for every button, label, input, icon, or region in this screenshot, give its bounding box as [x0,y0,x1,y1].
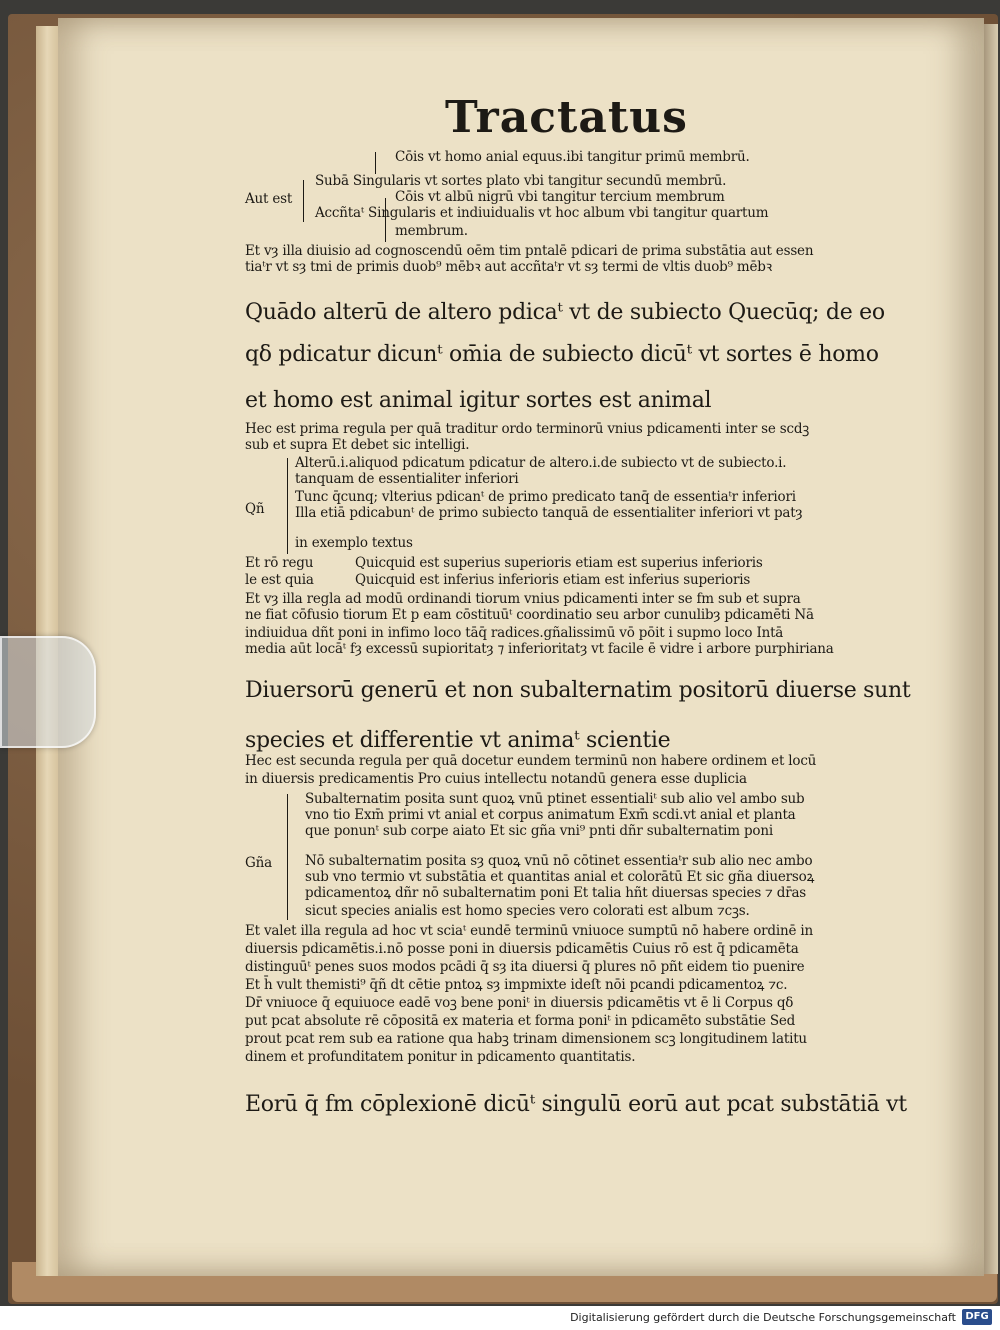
page-edge [984,24,998,1274]
text-line: Cōis vt homo anial equus.ibi tangitur primū membrū. [395,149,750,165]
main-text-line: et homo est animal igitur sortes est animal [245,388,712,413]
page-title: Tractatus [445,92,688,143]
bracket [287,458,288,554]
bracket [287,794,288,920]
text-line: Hec est prima regula per quā traditur ordo terminorū vnius pdicamenti inter se scdꝫ [245,421,810,437]
text-line: sub vno termio vt substātia et quantitas anial et colorātū Et sic gña diuersoꝝ [305,869,815,885]
text-line: tanquam de essentialiter inferiori [295,471,519,487]
text-line: Hec est secunda regula per quā docetur eundem terminū non habere ordinem et locū [245,753,817,769]
footer [0,1306,1000,1330]
text-line: indiuidua dñt poni in infimo loco tāq̄ radices.gñalissimū vō pōit i supmo loco Intā [245,625,784,641]
text-line: Et rō regu [245,555,314,571]
text-line: tiaᵗr vt sȝ tmi de primis duob⁹ mēbꝛ aut accñtaᵗr vt sȝ termi de vltis duob⁹ mēbꝛ [245,259,772,275]
text-line: diuersis pdicamētis.i.nō posse poni in diuersis pdicamētis Cuius rō est q̄ pdicamēta [245,941,799,957]
main-text-line: qδ pdicatur dicunᵗ om̄ia de subiecto dicūᵗ vt sortes ē homo [245,342,879,367]
text-line: Quicquid est inferius inferioris etiam est inferius superioris [355,572,751,588]
main-text-line: Quādo alterū de altero pdicaᵗ vt de subiecto Quecūq; de eo [245,300,885,325]
text-line: Et valet illa regula ad hoc vt sciaᵗ eundē terminū vniuoce sumptū nō habere ordinē in [245,923,813,939]
dfg-logo: DFG [962,1309,992,1325]
text-line: Tunc q̄cunq; vlterius pdicanᵗ de primo predicato tanq̄ de essentiaᵗr inferiori [295,489,796,505]
text-line: Et vȝ illa regla ad modū ordinandi tiorum vnius pdicamenti inter se fm sub et supra [245,591,801,607]
main-text-line: Diuersorū generū et non subalternatim positorū diuerse sunt [245,678,911,703]
text-line: Alterū.i.aliquod pdicatum pdicatur de altero.i.de subiecto vt de subiecto.i. [295,455,787,471]
text-line: Illa etiā pdicabunᵗ de primo subiecto tanquā de essentialiter inferiori vt patȝ [295,505,803,521]
text-line: le est quia [245,572,314,588]
text-line: in exemplo textus [295,535,413,551]
text-line: membrum. [395,223,468,239]
text-line: Quicquid est superius superioris etiam est superius inferioris [355,555,763,571]
main-text-line: Eorū q̄ fm cōplexionē dicūᵗ singulū eorū aut pcat substātiā vt [245,1092,907,1117]
text-line: put pcat absolute rē cōpositā ex materia et forma poniᵗ in pdicamēto substātie Sed [245,1013,796,1029]
text-line: que ponunᵗ sub corpe aiato Et sic gña vni⁹ pnti dñr subalternatim poni [305,823,773,839]
text-line: Et h̄ vult themisti⁹ q̄ñ dt cētie pntoꝝ sȝ impmixte ideſt nōi pcandi pdicamentoꝝ ⁊c. [245,977,788,993]
text-line: sicut species anialis est homo species vero colorati est album ⁊cꝫs. [305,903,750,919]
text-line: Subalternatim posita sunt quoꝝ vnū ptinet essentialiᵗ sub alio vel ambo sub [305,791,805,807]
text-line: Et vȝ illa diuisio ad cognoscendū oēm tim pntalē pdicari de prima substātia aut essen [245,243,814,259]
text-line: distinguūᵗ penes suos modos pcādi q̄ sȝ ita diuersi q̄ plures nō pñt eidem tio puenire [245,959,805,975]
text-line: dinem et profunditatem ponitur in pdicamento quantitatis. [245,1049,636,1065]
text-line: Qñ [245,501,265,517]
page-clip [0,636,96,748]
text-line: vno tio Exm̄ primi vt anial et corpus animatum Exm̄ scdi.vt anial et planta [305,807,796,823]
text-line: Nō subalternatim posita sȝ quoꝝ vnū nō cōtinet essentiaᵗr sub alio nec ambo [305,853,813,869]
text-line: sub et supra Et debet sic intelligi. [245,437,470,453]
text-line: ne fiat cōfusio tiorum Et p eam cōstituūᵗ coordinatio seu arbor cunulibȝ pdicamēti Nā [245,607,814,623]
text-line: media aūt locāᵗ fȝ excessū supioritatȝ ⁊ inferioritatȝ vt facile ē vidre i arbore purphiriana [245,641,834,657]
text-line: Cōis vt albū nigrū vbi tangitur tercium membrum [395,189,725,205]
bracket [375,152,376,174]
main-text-line: species et differentie vt animaᵗ scientie [245,728,671,753]
text-line: Subā Singularis vt sortes plato vbi tangitur secundū membrū. [315,173,727,189]
funding-notice: Digitalisierung gefördert durch die Deutsche Forschungsgemeinschaft [570,1311,956,1324]
text-line: in diuersis predicamentis Pro cuius intellectu notandū genera esse duplicia [245,771,747,787]
text-line: pdicamentoꝝ dñr nō subalternatim poni Et talia hñt diuersas species ⁊ dr̄as [305,885,807,901]
text-line: Aut est [245,191,293,207]
text-line: Dr̄ vniuoce q̄ equiuoce eadē voꝫ bene poniᵗ in diuersis pdicamētis vt ē li Corpus qδ [245,995,794,1011]
text-line: prout pcat rem sub ea ratione qua habꝫ trinam dimensionem scꝫ longitudinem latitu [245,1031,807,1047]
text-line: Accñtaᵗ Singularis et indiuidualis vt hoc album vbi tangitur quartum [315,205,769,221]
bracket [303,180,304,222]
text-line: Gña [245,855,272,871]
